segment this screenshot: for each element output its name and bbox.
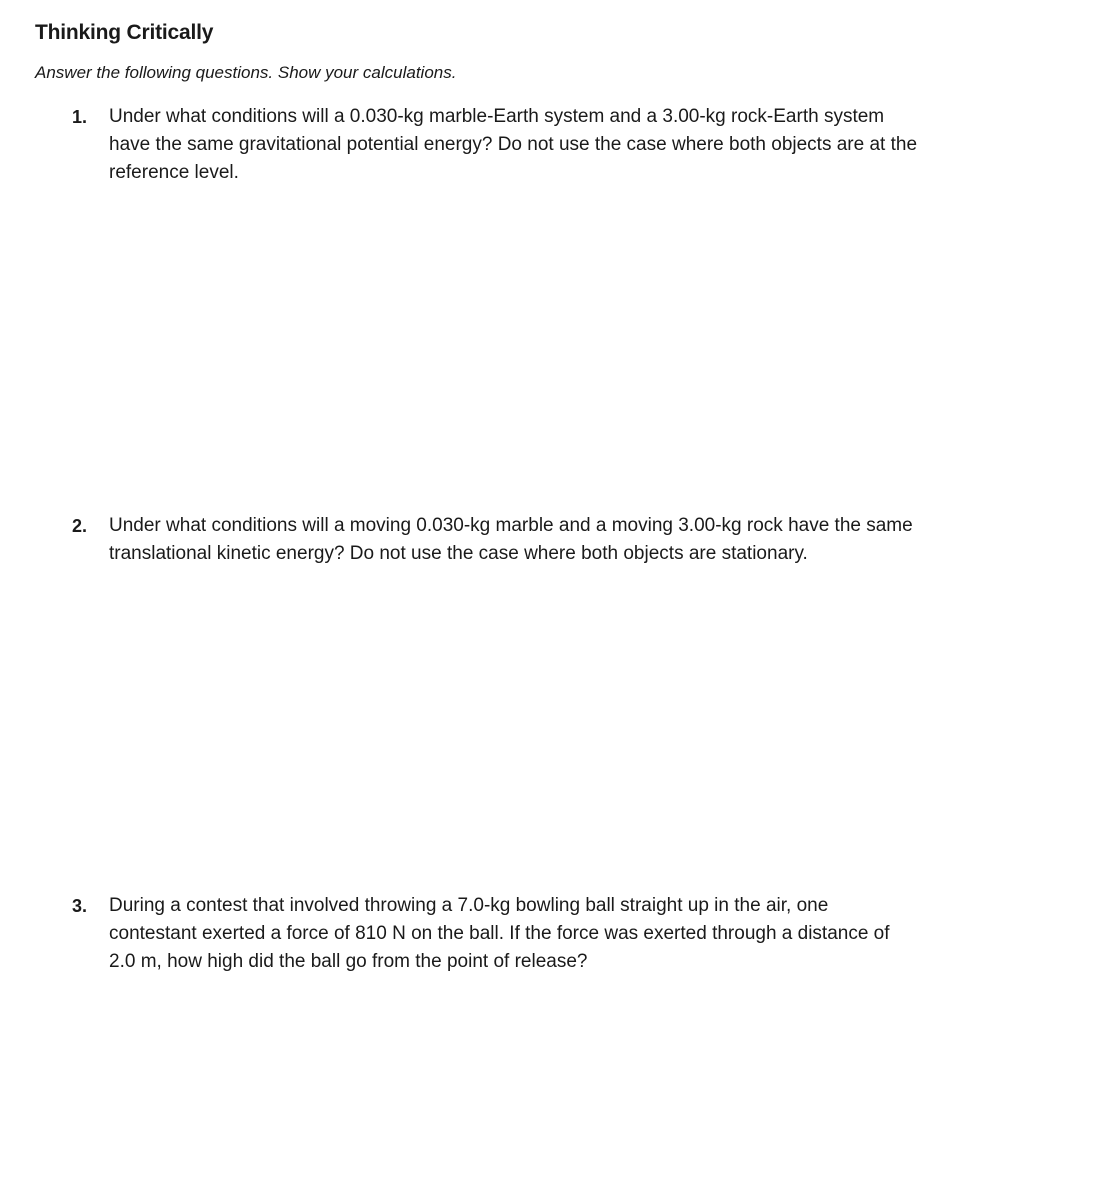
question-line: translational kinetic energy? Do not use the case where both objects are stationary. <box>109 543 808 564</box>
question-number: 2. <box>72 516 88 536</box>
question-2 <box>72 512 1032 568</box>
question-line: have the same gravitational potential energy? Do not use the case where both objects are at the <box>109 134 918 155</box>
question-line: Under what conditions will a moving 0.030-kg marble and a moving 3.00-kg rock have the same <box>109 515 913 536</box>
question-line: During a contest that involved throwing a 7.0-kg bowling ball straight up in the air, one <box>109 895 829 916</box>
question-text <box>109 103 1032 187</box>
instructions-text: Answer the following questions. Show your calculations. <box>35 63 457 82</box>
question-1 <box>72 103 1032 187</box>
question-text <box>109 512 1032 568</box>
question-number: 3. <box>72 896 88 916</box>
question-line: Under what conditions will a 0.030-kg marble-Earth system and a 3.00-kg rock-Earth system <box>109 106 885 127</box>
question-line: contestant exerted a force of 810 N on the ball. If the force was exerted through a distance of <box>109 923 890 944</box>
question-line: reference level. <box>109 162 239 183</box>
question-text <box>109 892 1032 976</box>
question-number: 1. <box>72 107 88 127</box>
question-line: 2.0 m, how high did the ball go from the point of release? <box>109 951 588 972</box>
question-3 <box>72 892 1032 976</box>
section-title: Thinking Critically <box>35 21 214 44</box>
